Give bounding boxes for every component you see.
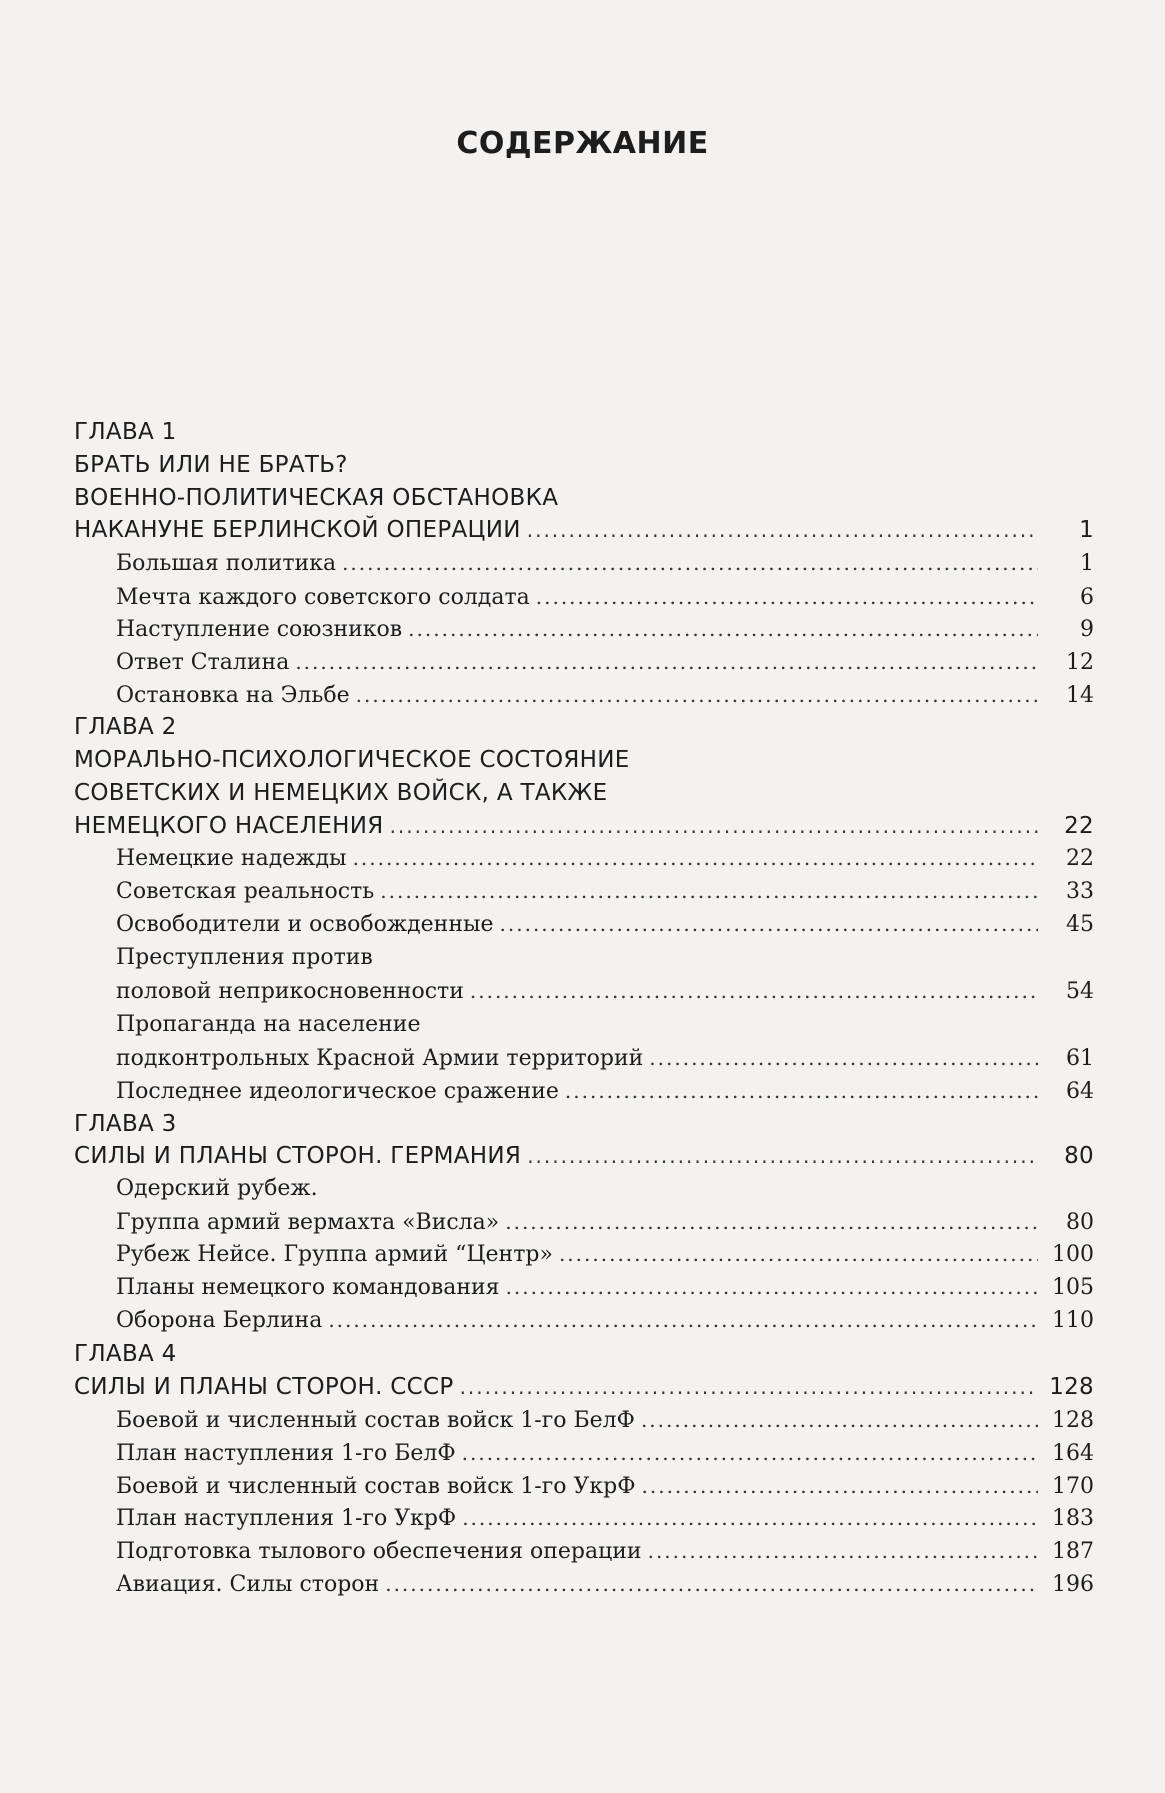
dot-leader	[527, 516, 1038, 544]
toc-entry-text: Авиация. Силы сторон	[116, 1572, 380, 1597]
toc-entry-text: План наступления 1-го УкрФ	[116, 1506, 457, 1531]
toc-entry	[74, 484, 1094, 512]
toc-section-line	[116, 1011, 1094, 1039]
toc-section-line	[116, 1406, 1094, 1435]
toc-section-line	[116, 1306, 1094, 1335]
dot-leader	[295, 648, 1038, 676]
dot-leader	[505, 1208, 1038, 1236]
toc-entry-text: Советская реальность	[116, 879, 375, 904]
toc-chapter-line	[74, 746, 1094, 774]
toc-section-line	[116, 583, 1094, 612]
toc-entry-text: Боевой и численный состав войск 1-го УкрФ	[116, 1474, 636, 1499]
toc-section-line	[116, 1077, 1094, 1106]
toc-entry	[74, 1110, 1094, 1138]
toc-entry	[74, 1340, 1094, 1368]
toc-entry	[116, 1011, 1094, 1039]
dot-leader	[408, 615, 1038, 643]
toc-chapter-line	[74, 484, 1094, 512]
toc-entry-text: Немецкие надежды	[116, 846, 347, 871]
toc-entry-text: Планы немецкого командования	[116, 1275, 500, 1300]
toc-entry	[116, 1537, 1094, 1566]
toc-chapter-line	[74, 812, 1094, 840]
toc-page-number: 45	[1066, 912, 1094, 937]
toc-chapter-line	[74, 516, 1094, 544]
toc-entry-text: Остановка на Эльбе	[116, 683, 350, 708]
dot-leader	[470, 977, 1038, 1005]
dot-leader	[565, 1077, 1038, 1105]
dot-leader	[506, 1273, 1038, 1301]
toc-entry	[74, 516, 1094, 544]
dot-leader	[649, 1044, 1038, 1072]
toc-entry-text: подконтрольных Красной Армии территорий	[116, 1046, 644, 1071]
toc-section-line	[116, 1439, 1094, 1468]
toc-page-number: 187	[1052, 1539, 1094, 1564]
dot-leader	[390, 812, 1038, 840]
toc-page-number: 183	[1052, 1506, 1094, 1531]
toc-entry	[116, 1472, 1094, 1501]
dot-leader	[559, 1240, 1038, 1268]
toc-page-number: 14	[1066, 683, 1094, 708]
toc-entry	[74, 779, 1094, 807]
dot-leader	[462, 1439, 1038, 1467]
toc-section-line	[116, 877, 1094, 906]
toc-entry	[116, 615, 1094, 644]
toc-page-number: 61	[1066, 1046, 1094, 1071]
toc-section-line	[116, 944, 1094, 972]
toc-page-number: 110	[1052, 1308, 1094, 1333]
toc-page-number: 54	[1066, 979, 1094, 1004]
toc-entry	[116, 1240, 1094, 1269]
toc-entry-text: Наступление союзников	[116, 617, 403, 642]
toc-entry	[74, 812, 1094, 840]
toc-page-number: 170	[1052, 1474, 1094, 1499]
toc-entry-text: Последнее идеологическое сражение	[116, 1079, 559, 1104]
page-title: СОДЕРЖАНИЕ	[456, 126, 709, 161]
toc-entry	[116, 648, 1094, 677]
toc-entry-text: ГЛАВА 2	[74, 714, 177, 740]
toc-section-line	[116, 1537, 1094, 1566]
toc-entry-text: СОВЕТСКИХ И НЕМЕЦКИХ ВОЙСК, А ТАКЖЕ	[74, 780, 608, 806]
toc-entry	[116, 1439, 1094, 1468]
toc-entry-text: МОРАЛЬНО-ПСИХОЛОГИЧЕСКОЕ СОСТОЯНИЕ	[74, 747, 630, 773]
toc-entry	[74, 451, 1094, 479]
toc-entry-text: ВОЕННО-ПОЛИТИЧЕСКАЯ ОБСТАНОВКА	[74, 485, 559, 511]
toc-section-line	[116, 1472, 1094, 1501]
toc-page-number: 12	[1066, 650, 1094, 675]
toc-entry-text: Освободители и освобожденные	[116, 912, 494, 937]
toc-entry-text: Большая политика	[116, 551, 337, 576]
toc-entry	[116, 877, 1094, 906]
toc-section-line	[116, 549, 1094, 578]
toc-entry-text: Преступления против	[116, 945, 373, 970]
toc-chapter-line	[74, 1110, 1094, 1138]
toc-section-line	[116, 977, 1094, 1006]
toc-entry-text: Оборона Берлина	[116, 1308, 323, 1333]
toc-entry	[116, 1570, 1094, 1599]
toc-entry-text: Группа армий вермахта «Висла»	[116, 1210, 500, 1235]
dot-leader	[353, 844, 1038, 872]
toc-page-number: 22	[1064, 813, 1094, 839]
toc-entry-text: ГЛАВА 3	[74, 1111, 177, 1137]
toc-entry-text: Мечта каждого советского солдата	[116, 585, 530, 610]
toc-entry	[74, 713, 1094, 741]
toc-section-line	[116, 1504, 1094, 1533]
toc-entry	[74, 418, 1094, 446]
toc-entry-text: НАКАНУНЕ БЕРЛИНСКОЙ ОПЕРАЦИИ	[74, 517, 521, 543]
dot-leader	[380, 877, 1038, 905]
toc-entry-text: Ответ Сталина	[116, 650, 290, 675]
dot-leader	[527, 1142, 1038, 1170]
toc-entry	[116, 583, 1094, 612]
toc-entry-text: НЕМЕЦКОГО НАСЕЛЕНИЯ	[74, 813, 384, 839]
toc-entry	[116, 977, 1094, 1006]
dot-leader	[356, 681, 1038, 709]
toc-section-line	[116, 844, 1094, 873]
toc-page-number: 1	[1080, 551, 1094, 576]
toc-page-number: 22	[1066, 846, 1094, 871]
toc-section-line	[116, 615, 1094, 644]
toc-page-number: 6	[1080, 585, 1094, 610]
toc-chapter-line	[74, 713, 1094, 741]
toc-entry-text: ГЛАВА 4	[74, 1341, 177, 1367]
dot-leader	[460, 1373, 1038, 1401]
toc-entry	[74, 1373, 1094, 1401]
toc-section-line	[116, 1208, 1094, 1237]
dot-leader	[462, 1504, 1038, 1532]
toc-entry	[116, 549, 1094, 578]
toc-entry	[116, 1504, 1094, 1533]
toc-entry	[116, 1273, 1094, 1302]
toc-entry-text: Боевой и численный состав войск 1-го БелФ	[116, 1408, 635, 1433]
toc-chapter-line	[74, 1340, 1094, 1368]
toc-entry	[116, 1175, 1094, 1203]
toc-chapter-line	[74, 779, 1094, 807]
toc-entry-text: ГЛАВА 1	[74, 419, 177, 445]
toc-entry	[74, 746, 1094, 774]
toc-entry	[116, 944, 1094, 972]
toc-section-line	[116, 1175, 1094, 1203]
toc-page-number: 128	[1052, 1408, 1094, 1433]
toc-page-number: 33	[1066, 879, 1094, 904]
toc-page-number: 100	[1052, 1242, 1094, 1267]
toc-page-number: 164	[1052, 1441, 1094, 1466]
toc-entry-text: Одерский рубеж.	[116, 1176, 318, 1201]
toc-entry-text: Рубеж Нейсе. Группа армий “Центр»	[116, 1242, 553, 1267]
toc-section-line	[116, 1044, 1094, 1073]
toc-entry	[116, 910, 1094, 939]
toc-chapter-line	[74, 451, 1094, 479]
toc-page-number: 64	[1066, 1079, 1094, 1104]
dot-leader	[342, 549, 1038, 577]
toc-chapter-line	[74, 1142, 1094, 1170]
toc-entry-text: СИЛЫ И ПЛАНЫ СТОРОН. СССР	[74, 1374, 454, 1400]
toc-page-number: 80	[1064, 1143, 1094, 1169]
toc-entry	[116, 1306, 1094, 1335]
toc-page-number: 80	[1066, 1210, 1094, 1235]
dot-leader	[536, 583, 1038, 611]
toc-entry	[116, 1208, 1094, 1237]
toc-entry	[116, 1044, 1094, 1073]
dot-leader	[500, 910, 1038, 938]
dot-leader	[642, 1472, 1039, 1500]
toc-section-line	[116, 910, 1094, 939]
toc-entry	[74, 1142, 1094, 1170]
toc-page-number: 105	[1052, 1275, 1094, 1300]
toc-section-line	[116, 1570, 1094, 1599]
toc-chapter-line	[74, 418, 1094, 446]
toc-entry-text: Подготовка тылового обеспечения операции	[116, 1539, 642, 1564]
dot-leader	[328, 1306, 1038, 1334]
toc-entry-text: План наступления 1-го БелФ	[116, 1441, 456, 1466]
toc-section-line	[116, 1240, 1094, 1269]
toc-entry-text: Пропаганда на население	[116, 1012, 421, 1037]
dot-leader	[648, 1537, 1038, 1565]
toc-entry	[116, 1406, 1094, 1435]
dot-leader	[641, 1406, 1038, 1434]
toc-entry	[116, 1077, 1094, 1106]
toc-chapter-line	[74, 1373, 1094, 1401]
toc-section-line	[116, 648, 1094, 677]
toc-entry-text: СИЛЫ И ПЛАНЫ СТОРОН. ГЕРМАНИЯ	[74, 1143, 522, 1169]
toc-entry	[116, 844, 1094, 873]
toc-entry	[116, 681, 1094, 710]
toc-section-line	[116, 1273, 1094, 1302]
toc-entry-text: БРАТЬ ИЛИ НЕ БРАТЬ?	[74, 452, 348, 478]
toc-page-number: 196	[1052, 1572, 1094, 1597]
toc-page-number: 1	[1079, 517, 1094, 543]
toc-entry-text: половой неприкосновенности	[116, 979, 464, 1004]
dot-leader	[385, 1570, 1038, 1598]
toc-section-line	[116, 681, 1094, 710]
toc-page-number: 128	[1049, 1374, 1094, 1400]
toc-page-number: 9	[1080, 617, 1094, 642]
